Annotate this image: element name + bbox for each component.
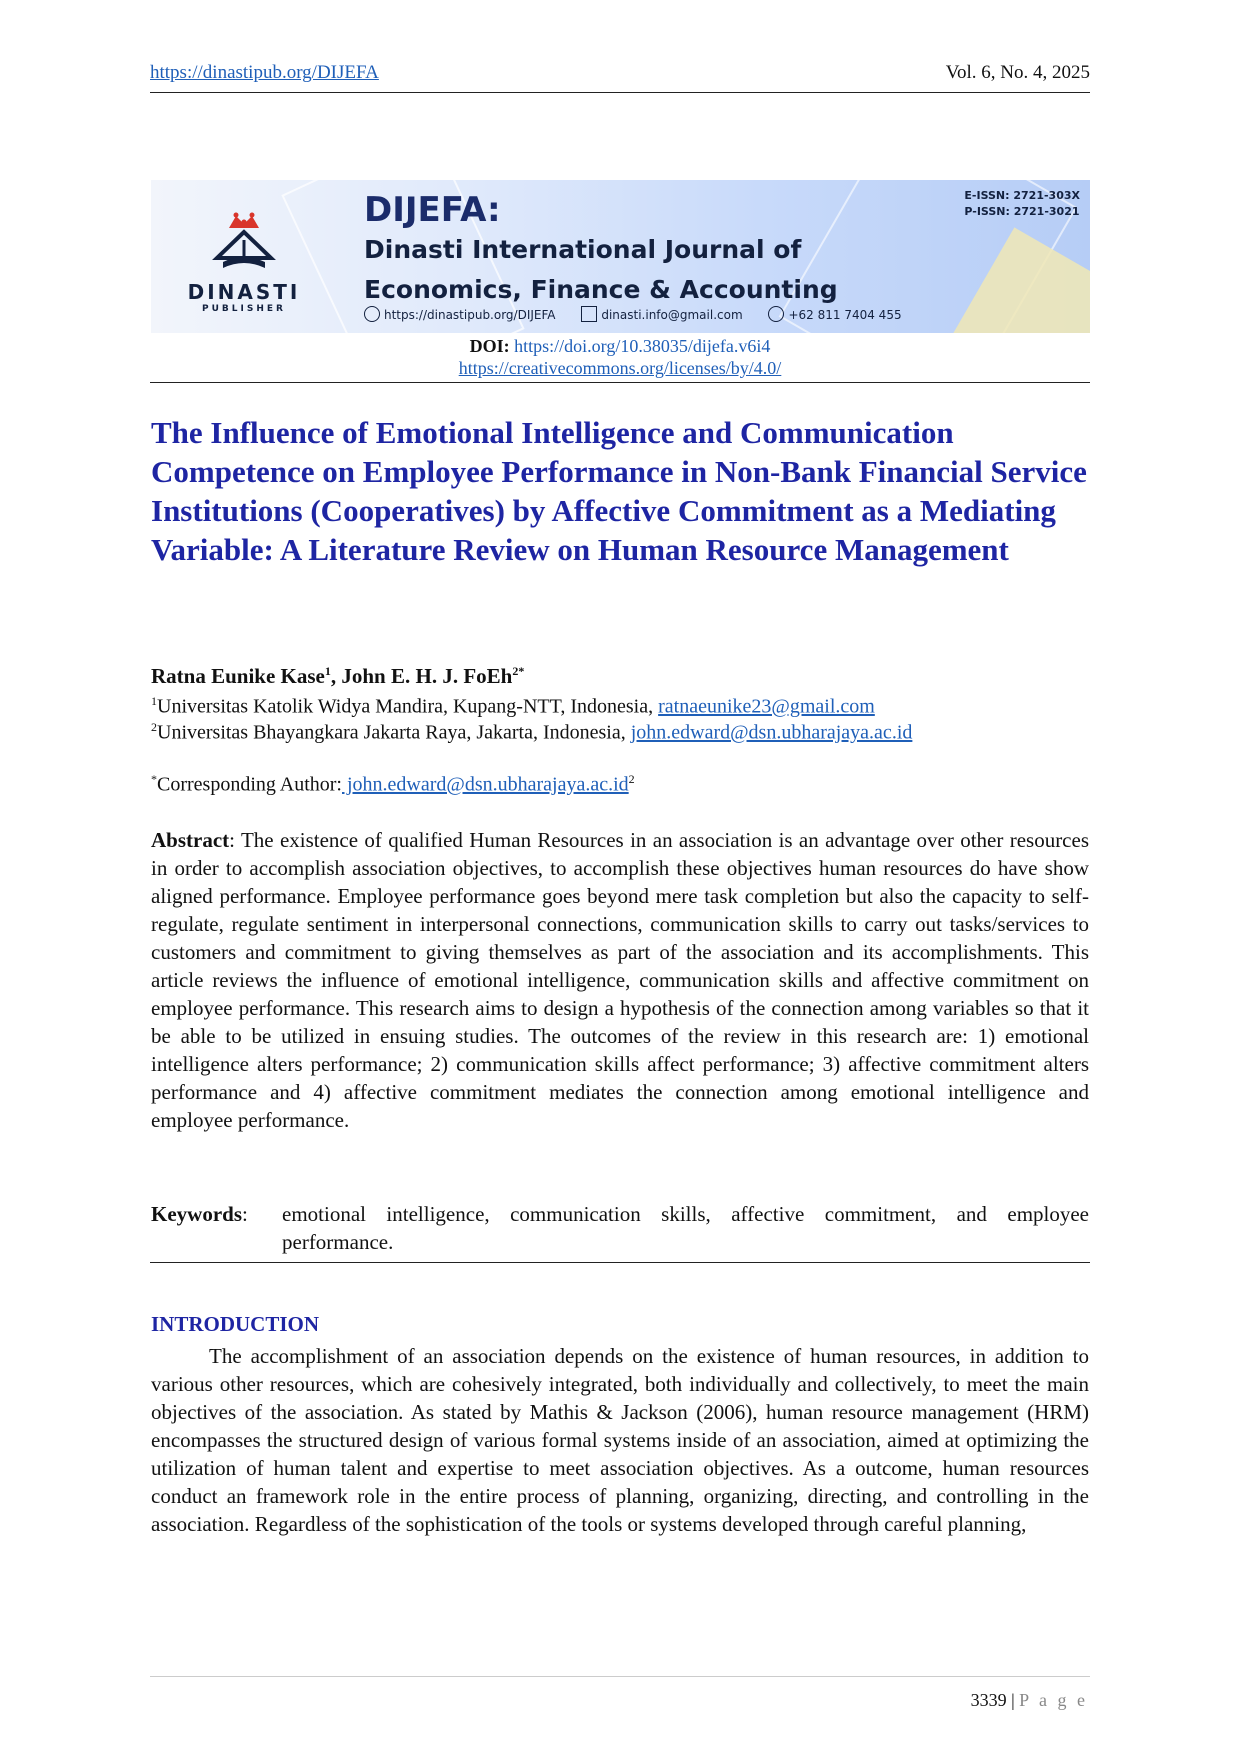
banner-phone: +62 811 7404 455 <box>788 308 902 322</box>
license-link[interactable]: https://creativecommons.org/licenses/by/4.0/ <box>458 358 782 378</box>
corr-tail-sup: 2 <box>628 772 635 786</box>
publisher-logo <box>179 206 309 314</box>
corr-email[interactable]: john.edward@dsn.ubharajaya.ac.id <box>342 773 629 796</box>
keywords-label-block <box>151 1200 248 1228</box>
journal-banner <box>151 180 1090 333</box>
page-separator: | <box>1006 1690 1020 1710</box>
keywords-label: Keywords <box>151 1202 242 1226</box>
doi-label: DOI: <box>469 336 510 356</box>
doi-link[interactable]: https://doi.org/10.38035/dijefa.v6i4 <box>514 336 771 356</box>
page-footer <box>971 1690 1088 1711</box>
volume-info: Vol. 6, No. 4, 2025 <box>945 62 1090 83</box>
banner-url: https://dinastipub.org/DIJEFA <box>384 308 556 322</box>
corr-label: Corresponding Author: <box>157 773 342 796</box>
journal-name-line2: Economics, Finance & Accounting <box>364 275 838 304</box>
footer-divider <box>150 1676 1090 1677</box>
page-number: 3339 <box>970 1690 1007 1710</box>
doi-block <box>0 335 1240 379</box>
journal-url-link[interactable]: https://dinastipub.org/DIJEFA <box>150 62 379 83</box>
pissn: P-ISSN: 2721-3021 <box>964 205 1080 218</box>
banner-contacts <box>364 306 924 322</box>
affiliation-1-text: Universitas Katolik Widya Mandira, Kupang-NTT, Indonesia, <box>157 695 659 718</box>
affiliation-2-email[interactable]: john.edward@dsn.ubharajaya.ac.id <box>630 721 913 744</box>
keywords-colon: : <box>242 1202 248 1226</box>
eissn: E-ISSN: 2721-303X <box>964 189 1080 202</box>
author-2-sup: 2* <box>512 664 525 678</box>
corr-sup: * <box>151 772 157 786</box>
affiliation-1-email[interactable]: ratnaeunike23@gmail.com <box>658 695 875 718</box>
paper-title: The Influence of Emotional Intelligence and Communication Competence on Employee Performance in Non-Bank Financial Service Institutions (Cooperatives) by Affective Commitment as a Mediating Variable: A Literature Review on Human Resource Management <box>151 415 1087 567</box>
divider <box>150 382 1090 383</box>
abstract-label: Abstract <box>151 828 230 852</box>
crown-book-icon <box>209 206 279 276</box>
abstract <box>151 826 1089 1134</box>
affiliation-2-sup: 2 <box>151 720 157 734</box>
keywords-text: emotional intelligence, communication skills, affective commitment, and employee performance. <box>282 1202 1089 1254</box>
journal-name-block <box>364 190 838 310</box>
divider <box>150 1262 1090 1263</box>
author-1: Ratna Eunike Kase <box>151 664 325 688</box>
globe-icon <box>364 306 380 322</box>
phone-icon <box>768 306 784 322</box>
page-word: P a g e <box>1019 1690 1088 1710</box>
introduction-paragraph: The accomplishment of an association depends on the existence of human resources, in addition to various other resources, which are cohesively integrated, both individually and collectively, to meet the main objectives of the association. As stated by Mathis & Jackson (2006), human resource management (HRM) encompasses the structured design of various formal systems inside of an association, aimed at optimizing the utilization of human talent and expertise to meet association objectives. As a outcome, human resources conduct an framework role in the entire process of planning, organizing, directing, and controlling in the association. Regardless of the sophistication of the tools or systems developed through careful planning, <box>151 1344 1089 1536</box>
author-separator: , <box>330 664 342 688</box>
affiliation-1-sup: 1 <box>151 694 157 708</box>
author-2: John E. H. J. FoEh <box>341 664 513 688</box>
journal-acronym: DIJEFA: <box>364 190 501 230</box>
mail-icon <box>581 306 597 322</box>
affiliation-2 <box>151 720 912 745</box>
journal-name-line1: Dinasti International Journal of <box>364 235 802 264</box>
author-1-sup: 1 <box>324 664 331 678</box>
section-heading-introduction: INTRODUCTION <box>151 1312 320 1336</box>
running-header <box>150 58 1090 93</box>
publisher-name: DINASTI <box>187 280 301 304</box>
affiliation-2-text: Universitas Bhayangkara Jakarta Raya, Jakarta, Indonesia, <box>157 721 631 744</box>
author-line <box>151 664 524 689</box>
corresponding-author <box>151 772 635 797</box>
abstract-text: : The existence of qualified Human Resources in an association is an advantage over other resources in order to accomplish association objectives, to accomplish these objectives human resources do have show aligned performance. Employee performance goes beyond mere task completion but also the capacity to self-regulate, regulate sentiment in interpersonal connections, communication skills to carry out tasks/services to customers and commitment to giving themselves as part of the association and its accomplishments. This article reviews the influence of emotional intelligence, communication skills and affective commitment on employee performance. This research aims to design a hypothesis of the connection among variables so that it be able to be utilized in ensuing studies. The outcomes of the review in this research are: 1) emotional intelligence alters performance; 2) communication skills affect performance; 3) affective commitment alters performance and 4) affective commitment mediates the connection among emotional intelligence and employee performance. <box>151 828 1089 1132</box>
banner-email: dinasti.info@gmail.com <box>601 308 743 322</box>
publisher-subtitle: PUBLISHER <box>202 304 286 314</box>
affiliation-1 <box>151 694 875 719</box>
issn-block <box>964 188 1080 220</box>
